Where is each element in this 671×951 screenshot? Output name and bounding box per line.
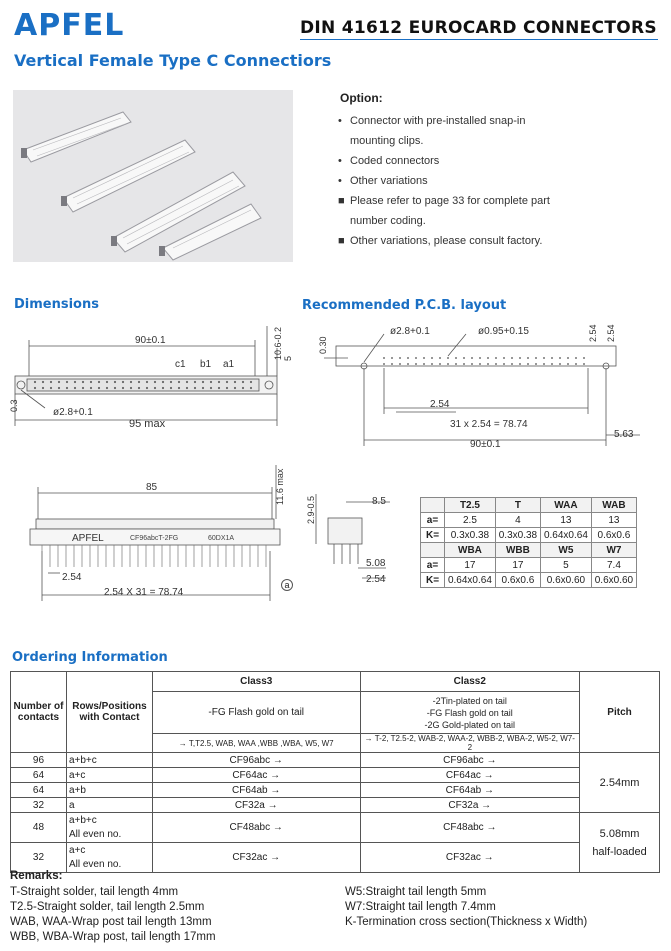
dim-10-6: 10.6-0.2 — [273, 326, 283, 360]
option-heading: Option: — [340, 91, 383, 105]
dimensions-top-view — [5, 318, 295, 438]
bullet-icon: • — [338, 115, 342, 127]
dim-90: 90±0.1 — [135, 335, 166, 346]
option-list — [338, 111, 658, 251]
table-header-row: -FG Flash gold on tail -2Tin-plated on tail -FG Flash gold on tail -2G Gold-plated on tail — [11, 692, 660, 734]
table-row: 64 a+c CF64ac → CF64ac → — [11, 768, 660, 783]
dim-hole: ø2.8+0.1 — [53, 407, 93, 418]
front-dim-85: 85 — [146, 482, 158, 493]
bullet-icon: • — [338, 155, 342, 167]
product-title: Vertical Female Type C Connectiors — [14, 51, 332, 70]
dimensions-front-view — [8, 455, 298, 605]
remarks-heading: Remarks: — [10, 870, 63, 882]
dimensions-heading: Dimensions — [14, 297, 99, 312]
side-dim-29: 2.9-0.5 — [306, 495, 316, 524]
table-header-row: → T,T2.5, WAB, WAA ,WBB ,WBA, W5, W7 → T-2, T2.5-2, WAB-2, WAA-2, WBB-2, WBA-2, W5-2, W7-2 — [11, 734, 660, 753]
front-brand: APFEL — [72, 533, 104, 544]
table-header-row: Number of contacts Rows/Positions with Contact Class3 Class2 Pitch — [11, 672, 660, 692]
label-c1: c1 — [175, 359, 186, 370]
header-rule — [300, 39, 658, 40]
label-a1: a1 — [223, 359, 235, 370]
dim-5: 5 — [283, 355, 293, 361]
front-dim-pitch: 2.54 X 31 = 78.74 — [104, 587, 184, 598]
table-row: 32 a CF32a → CF32a → — [11, 798, 660, 813]
table-row: a= 2.5 4 13 13 — [421, 513, 637, 528]
pcb-dim-254b: 2.54 — [606, 324, 616, 342]
option-item: • Coded connectors — [338, 151, 658, 171]
pcb-dim-254c: 2.54 — [430, 399, 450, 410]
remarks-left: T-Straight solder, tail length 4mm T2.5-Straight solder, tail length 2.5mm WAB, WAA-Wrap post tail length 13mm WBB, WBA-Wrap post, tail length 17mm — [10, 886, 216, 943]
remarks-section — [10, 869, 665, 943]
ordering-heading: Ordering Information — [12, 650, 168, 665]
pcb-dim-563: 5.63 — [614, 429, 634, 440]
tail-dimension-table — [420, 497, 637, 588]
option-item: • Other variations — [338, 171, 658, 191]
dimensions-side-view — [300, 480, 400, 595]
front-dim-254: 2.54 — [62, 572, 82, 583]
pcb-dim-254a: 2.54 — [588, 324, 598, 342]
pcb-dim-pitch: 31 x 2.54 = 78.74 — [450, 419, 528, 430]
table-row: 32 a+c All even no. CF32ac → CF32ac → — [11, 843, 660, 873]
table-row: 96 a+b+c CF96abc → CF96abc → 2.54mm — [11, 753, 660, 768]
pcb-hole-mount: ø2.8+0.1 — [390, 326, 430, 337]
table-row: WBA WBB W5 W7 — [421, 543, 637, 558]
ordering-table — [10, 671, 660, 873]
remarks-right: W5:Straight tail length 5mm W7:Straight tail length 7.4mm K-Termination cross section(Thickness x Width) — [345, 886, 588, 928]
square-bullet-icon: ■ — [338, 195, 345, 207]
square-bullet-icon: ■ — [338, 235, 345, 247]
label-b1: b1 — [200, 359, 212, 370]
front-part-no: CF96abcT-2FG — [130, 535, 179, 542]
document-title: DIN 41612 EUROCARD CONNECTORS — [300, 18, 657, 38]
table-row: 64 a+b CF64ab → CF64ab → — [11, 783, 660, 798]
side-dim-85: 8.5 — [372, 496, 386, 507]
brand-logo: APFEL — [14, 8, 125, 43]
pcb-dim-030: 0.30 — [318, 336, 328, 354]
table-row: a= 17 17 5 7.4 — [421, 558, 637, 573]
dim-95max: 95 max — [129, 418, 166, 430]
option-item: ■ Please refer to page 33 for complete part — [338, 191, 658, 211]
pcb-layout-drawing — [318, 318, 663, 453]
front-code: 60DX1A — [208, 535, 235, 542]
side-dim-508: 5.08 — [366, 558, 386, 569]
option-item: mounting clips. — [350, 135, 424, 147]
option-item: number coding. — [350, 215, 426, 227]
pcb-hole-contact: ø0.95+0.15 — [478, 326, 529, 337]
pcb-layout-heading: Recommended P.C.B. layout — [302, 298, 507, 313]
side-dim-254: 2.54 — [366, 574, 386, 585]
option-item: • Connector with pre-installed snap-in — [338, 111, 658, 131]
pcb-dim-90: 90±0.1 — [470, 439, 501, 450]
table-row: K= 0.3x0.38 0.3x0.38 0.64x0.64 0.6x0.6 — [421, 528, 637, 543]
connector-photo-art — [13, 90, 293, 262]
side-label-a: a — [281, 579, 293, 591]
table-row: 48 a+b+c All even no. CF48abc → CF48abc → 5.08mm half-loaded — [11, 813, 660, 843]
option-item: ■ Other variations, please consult factory. — [338, 231, 658, 251]
table-row: T2.5 T WAA WAB — [421, 498, 637, 513]
dim-0-3: 0.3 — [9, 399, 19, 412]
front-dim-116: 11.6 max — [275, 468, 285, 505]
connector-photo — [13, 90, 293, 262]
bullet-icon: • — [338, 175, 342, 187]
table-row: K= 0.64x0.64 0.6x0.6 0.6x0.60 0.6x0.60 — [421, 573, 637, 588]
